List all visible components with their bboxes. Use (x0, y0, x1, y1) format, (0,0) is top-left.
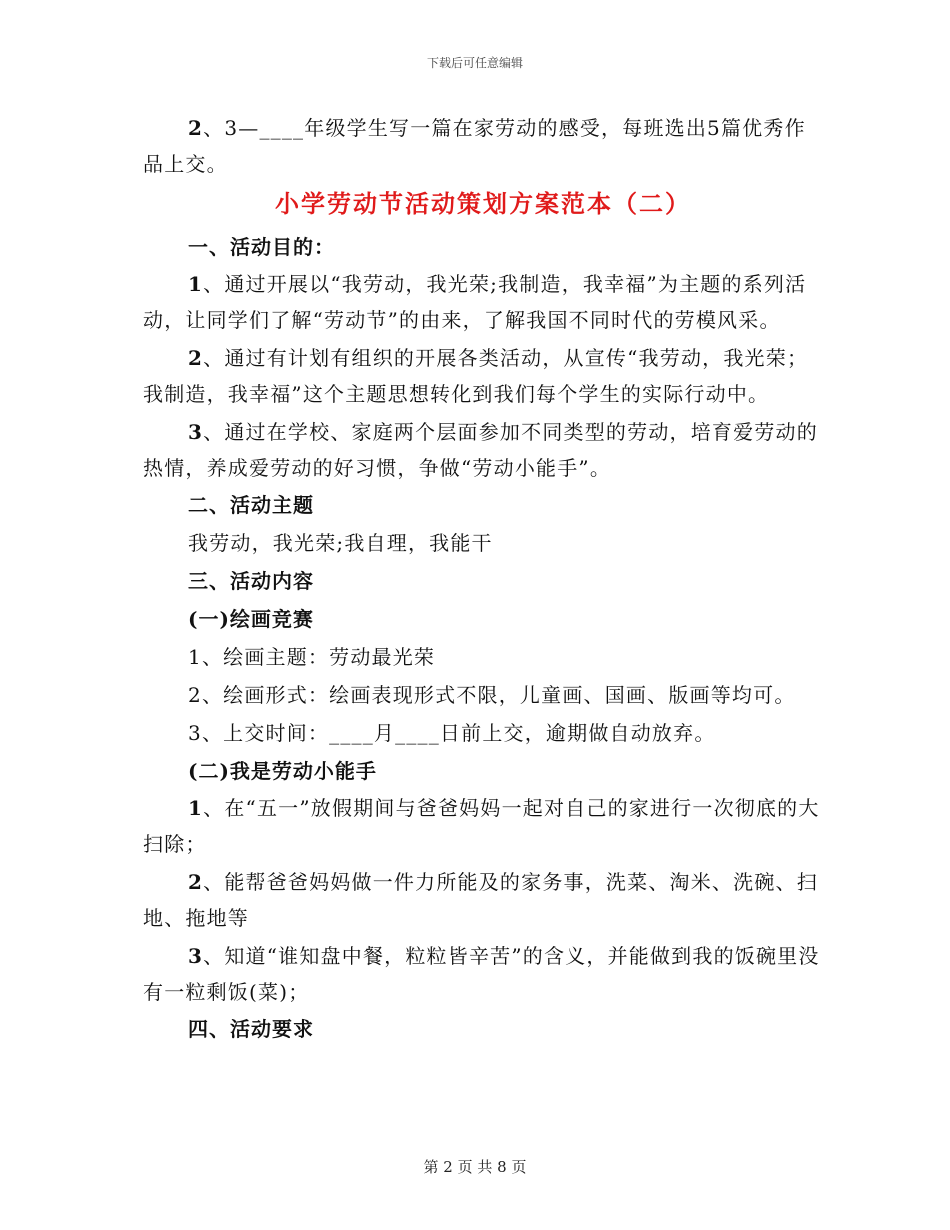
labor-item-2 (143, 864, 823, 936)
drawing-item-1 (143, 638, 823, 676)
item-text: 、通过在学校、家庭两个层面参加不同类型的劳动，培育爱劳动的热情，养成爱劳动的好习惯，争做“劳动小能手”。 (143, 420, 818, 480)
item-text: 、通过开展以“我劳动，我光荣;我制造，我幸福”为主题的系列活动，让同学们了解“劳动节”的由来，了解我国不同时代的劳模风采。 (143, 272, 807, 332)
item-number: 1 (188, 796, 204, 820)
item-number: 3 (188, 944, 204, 968)
drawing-item-3 (143, 714, 823, 752)
purpose-item-1 (143, 266, 823, 338)
item-text: 、在“五一”放假期间与爸爸妈妈一起对自己的家进行一次彻底的大扫除； (143, 796, 820, 856)
item-number: 2 (188, 870, 204, 894)
labor-item-3 (143, 938, 823, 1010)
subsection-heading-drawing: (一)绘画竞赛 (188, 607, 314, 631)
header-note: 下载后可任意编辑 (426, 56, 523, 70)
section-heading-theme: 二、活动主题 (188, 493, 314, 517)
labor-item-1 (143, 790, 823, 862)
item-number: 3 (188, 420, 204, 444)
item-text: 、能帮爸爸妈妈做一件力所能及的家务事，洗菜、淘米、洗碗、扫地、拖地等 (143, 870, 818, 930)
document-body (143, 110, 823, 1048)
item-number: 1 (188, 645, 202, 669)
item-number: 3 (188, 721, 202, 745)
page-footer: 第 2 页 共 8 页 (423, 1158, 527, 1176)
purpose-item-2 (143, 340, 823, 412)
theme-text: 我劳动，我光荣;我自理，我能干 (188, 531, 493, 555)
drawing-item-2 (143, 676, 823, 714)
item-text: 、绘画形式：绘画表现形式不限，儿童画、国画、版画等均可。 (201, 683, 796, 707)
section-heading-content: 三、活动内容 (188, 569, 314, 593)
section-heading-purpose: 一、活动目的： (188, 235, 335, 259)
item-text: 、上交时间：____月____日前上交，逾期做自动放弃。 (201, 721, 716, 745)
item-number: 1 (188, 272, 204, 296)
item-text: 、通过有计划有组织的开展各类活动，从宣传“我劳动，我光荣；我制造，我幸福”这个主题思想转化到我们每个学生的实际行动中。 (143, 346, 809, 406)
purpose-item-3 (143, 414, 823, 486)
item-number: 2 (188, 683, 202, 707)
item-text: 、知道“谁知盘中餐，粒粒皆辛苦”的含义，并能做到我的饭碗里没有一粒剩饭(菜)； (143, 944, 820, 1004)
subsection-heading-labor: (二)我是劳动小能手 (188, 759, 377, 783)
paragraph-top-2 (143, 110, 823, 182)
document-title: 小学劳动节活动策划方案范本（二） (275, 189, 691, 218)
section-heading-requirements: 四、活动要求 (188, 1017, 314, 1041)
item-number: 2 (188, 346, 204, 370)
item-number: 2 (188, 116, 204, 140)
item-text: 、3—____年级学生写一篇在家劳动的感受，每班选出5篇优秀作品上交。 (143, 116, 806, 176)
item-text: 、绘画主题：劳动最光荣 (201, 645, 436, 669)
